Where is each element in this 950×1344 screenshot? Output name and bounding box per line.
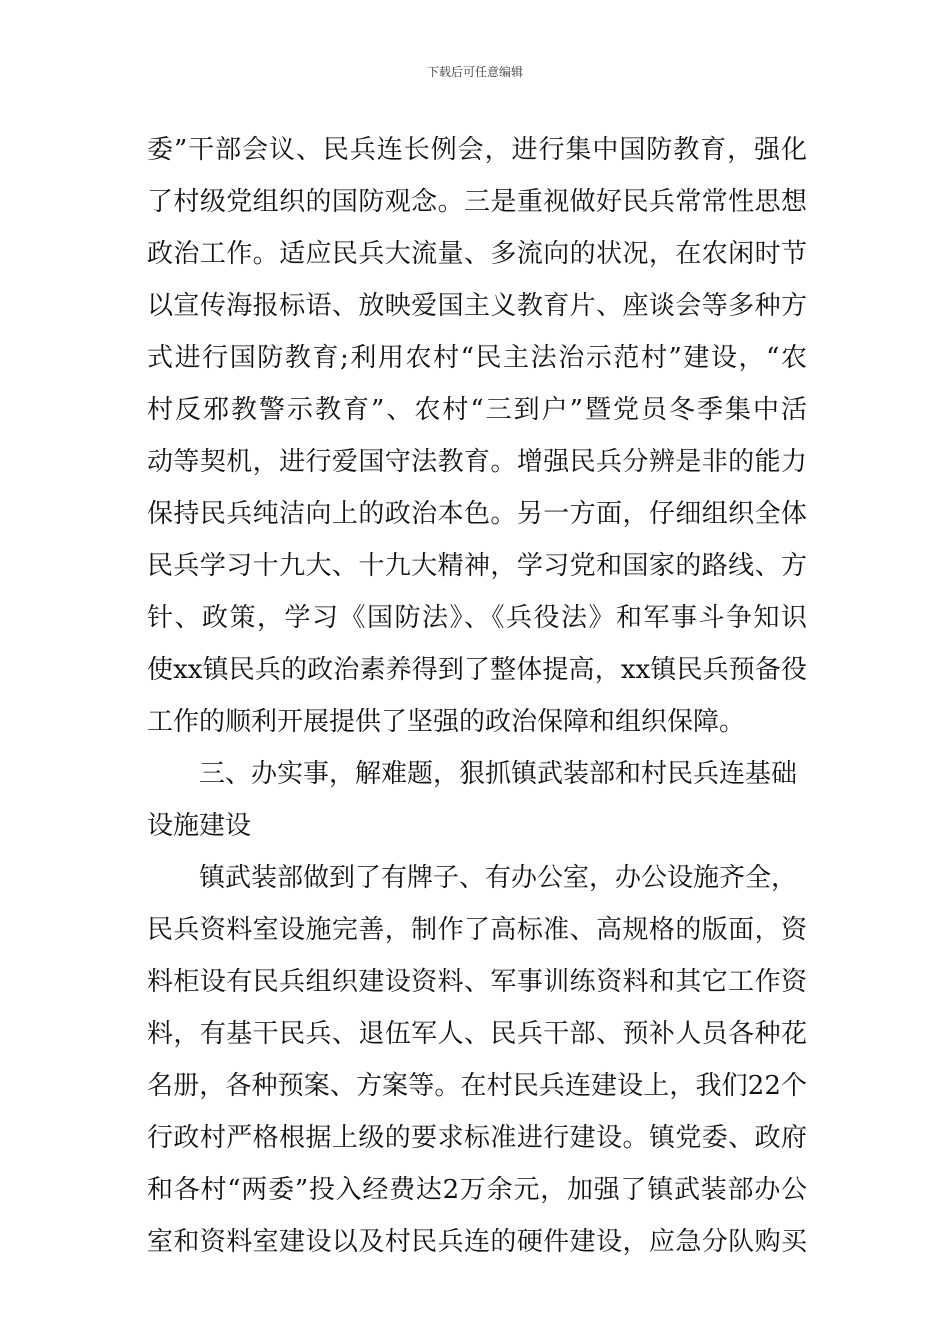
document-body: [147, 124, 807, 1268]
text-line: 村反邪教警示教育”、农村“三到户”暨党员冬季集中活: [147, 395, 807, 425]
text-line: 镇武装部做到了有牌子、有办公室，办公设施齐全，: [199, 863, 798, 893]
text-line: 民兵学习十九大、十九大精神，学习党和国家的路线、方: [147, 551, 807, 581]
text-line: 保持民兵纯洁向上的政治本色。另一方面，仔细组织全体: [147, 499, 807, 529]
text-line: 政治工作。适应民兵大流量、多流向的状况，在农闲时节: [147, 239, 807, 269]
text-line: 室和资料室建设以及村民兵连的硬件建设，应急分队购买: [147, 1227, 807, 1257]
text-line: 行政村严格根据上级的要求标准进行建设。镇党委、政府: [147, 1123, 807, 1153]
text-line: 名册，各种预案、方案等。在村民兵连建设上，我们22个: [147, 1071, 807, 1101]
section-heading-line: 设施建设: [147, 811, 252, 841]
text-line: 料，有基干民兵、退伍军人、民兵干部、预补人员各种花: [147, 1019, 807, 1049]
text-line: 动等契机，进行爱国守法教育。增强民兵分辨是非的能力: [147, 447, 807, 477]
text-line: 式进行国防教育;利用农村“民主法治示范村”建设，“农: [147, 343, 807, 373]
page-header: 下载后可任意编辑: [426, 65, 523, 79]
text-line: 工作的顺利开展提供了坚强的政治保障和组织保障。: [147, 707, 746, 737]
text-line: 针、政策，学习《国防法》、《兵役法》和军事斗争知识: [147, 603, 807, 633]
text-line: 委”干部会议、民兵连长例会，进行集中国防教育，强化: [147, 135, 807, 165]
text-line: 了村级党组织的国防观念。三是重视做好民兵常常性思想: [147, 187, 807, 217]
text-line: 使xx镇民兵的政治素养得到了整体提高，xx镇民兵预备役: [147, 655, 807, 685]
text-line: 和各村“两委”投入经费达2万余元，加强了镇武装部办公: [147, 1175, 807, 1205]
text-line: 料柜设有民兵组织建设资料、军事训练资料和其它工作资: [147, 967, 807, 997]
text-line: 以宣传海报标语、放映爱国主义教育片、座谈会等多种方: [147, 291, 807, 321]
text-line: 民兵资料室设施完善，制作了高标准、高规格的版面，资: [147, 915, 807, 945]
section-heading-line: 三、办实事，解难题，狠抓镇武装部和村民兵连基础: [199, 759, 798, 789]
